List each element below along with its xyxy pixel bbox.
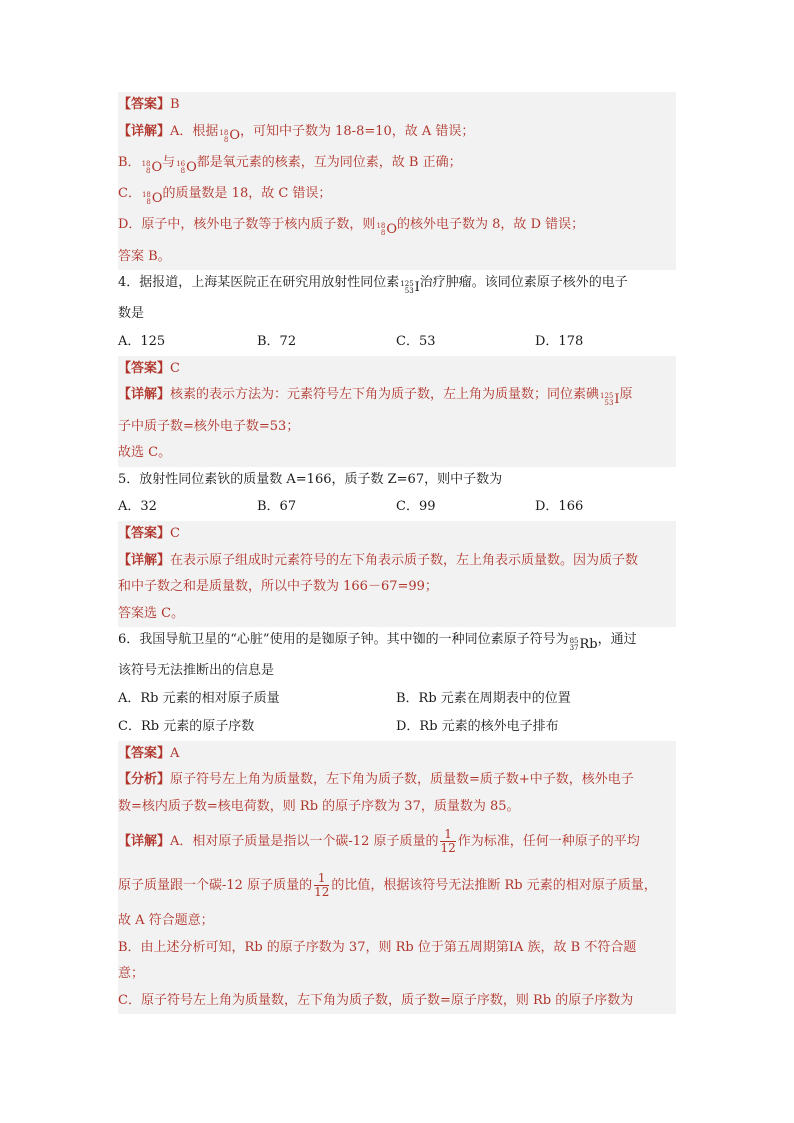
answer-tag: 【答案】: [118, 745, 171, 761]
detail-tag: 【详解】: [118, 834, 171, 850]
atomic-number: 8: [380, 229, 386, 238]
option-b: B．72: [257, 333, 297, 349]
text: 与: [162, 154, 176, 170]
conclusion: 故选 C。: [118, 445, 172, 460]
nuclide-i125: [399, 275, 420, 302]
denominator: 12: [440, 841, 456, 856]
element-symbol: O: [151, 159, 163, 175]
nuclide-o16: [175, 155, 197, 182]
q5-solution-block: [118, 521, 676, 627]
text: A．相对原子质量是指以一个碳-12 原子质量的: [170, 834, 439, 850]
atomic-number: 8: [223, 135, 229, 144]
text: 故 A 符合题意；: [118, 913, 214, 929]
option-c: C．99: [396, 499, 436, 514]
atomic-number: 53: [604, 399, 614, 408]
numerator: 1: [444, 827, 452, 842]
text: 数是: [118, 306, 145, 322]
q5-options: [118, 493, 676, 521]
text: ，通过: [597, 632, 637, 647]
mass-number: 85: [569, 637, 579, 645]
element-symbol: I: [414, 279, 420, 295]
q6-options-row2: [118, 713, 676, 741]
answer-value: C: [170, 526, 180, 541]
text: 该符号无法推断出的信息是: [118, 663, 275, 679]
text: 原子质量跟一个碳-12 原子质量的: [118, 878, 313, 894]
mass-number: 18: [141, 159, 151, 168]
detail-tag: 【详解】: [118, 387, 171, 403]
q3-detail-d: [118, 212, 676, 243]
detail-tag: 【详解】: [118, 123, 171, 139]
option-c: C．Rb 元素的原子序数: [118, 718, 255, 734]
text: 和中子数之和是质量数，所以中子数为 166－67=99；: [118, 579, 438, 594]
answer-value: B: [170, 97, 180, 112]
nuclide-rb85: [569, 632, 598, 659]
nuclide-o18: [141, 155, 163, 182]
option-b: B．Rb 元素在周期表中的位置: [396, 690, 571, 706]
text: 原子符号左上角为质量数，左下角为质子数，质量数=质子数+中子数，核外电子: [170, 772, 634, 788]
text: 的核外电子数为 8，故 D 错误；: [397, 217, 585, 233]
q6-detail-a: [118, 820, 676, 864]
q3-detail-c: [118, 181, 676, 212]
atomic-number: 8: [180, 166, 186, 175]
text: C．: [118, 186, 141, 201]
text: 治疗肿瘤。该同位素原子核外的电子: [419, 275, 628, 290]
page-content: [118, 92, 676, 1014]
answer-value: A: [170, 745, 180, 761]
mass-number: 18: [141, 191, 151, 199]
conclusion: 答案选 C。: [118, 605, 185, 621]
q6-stem: [118, 627, 676, 685]
atomic-number: 8: [146, 166, 151, 175]
fraction-one-twelfth: [440, 828, 455, 855]
text: 的质量数是 18，故 C 错误；: [162, 186, 332, 201]
numerator: 1: [317, 871, 326, 886]
option-a: A．32: [118, 499, 157, 514]
q3-detail-b: [118, 150, 676, 181]
q4-stem: [118, 270, 676, 328]
option-a: A．125: [118, 333, 166, 349]
mass-number: 18: [376, 222, 386, 231]
q3-conclusion: 答案 B。: [118, 248, 171, 264]
element-symbol: O: [386, 222, 398, 237]
atomic-number: 53: [404, 287, 414, 295]
mass-number: 125: [600, 392, 614, 401]
nuclide-o18: [218, 123, 240, 150]
element-symbol: O: [229, 128, 240, 144]
element-symbol: Rb: [579, 636, 598, 652]
mass-number: 16: [176, 159, 186, 168]
element-symbol: I: [614, 392, 620, 407]
denominator: 12: [314, 885, 330, 900]
q4-options: [118, 328, 676, 356]
answer-tag: 【答案】: [118, 97, 171, 112]
fraction-one-twelfth: [314, 872, 329, 899]
element-symbol: O: [186, 159, 197, 175]
q6-solution-block: [118, 741, 676, 1015]
text: 作为标准，任何一种原子的平均: [457, 834, 640, 850]
q6-options-row1: [118, 685, 676, 713]
atomic-number: 8: [146, 198, 151, 206]
option-a: A．Rb 元素的相对原子质量: [118, 690, 280, 706]
text: ，可知中子数为 18-8=10，故 A 错误；: [240, 123, 475, 139]
option-d: D．166: [535, 499, 584, 514]
text: 都是氧元素的核素，互为同位素，故 B 正确；: [196, 154, 462, 170]
text: B．: [118, 154, 141, 170]
atomic-number: 37: [569, 644, 579, 652]
option-d: D．178: [535, 333, 584, 349]
mass-number: 18: [219, 128, 229, 137]
q6-detail-a2: [118, 864, 676, 908]
mass-number: 125: [400, 280, 414, 288]
text: 6．我国导航卫星的“心脏”使用的是铷原子钟。其中铷的一种同位素原子符号为: [118, 632, 569, 647]
text: 4．据报道，上海某医院正在研究用放射性同位素: [118, 275, 400, 290]
text: 数=核内质子数=核电荷数，则 Rb 的原子序数为 37，质量数为 85。: [118, 798, 520, 814]
text: 的比值，根据该符号无法推断 Rb 元素的相对原子质量，: [331, 878, 657, 894]
q3-answer-line: [118, 92, 676, 119]
q4-solution-block: [118, 356, 676, 467]
nuclide-o18: [141, 186, 163, 213]
q5-stem: 5．放射性同位素钬的质量数 A=166，质子数 Z=67，则中子数为: [118, 471, 503, 487]
detail-tag: 【详解】: [118, 552, 171, 568]
answer-tag: 【答案】: [118, 360, 171, 376]
nuclide-o18: [375, 217, 397, 244]
option-c: C．53: [396, 333, 436, 349]
analysis-tag: 【分析】: [118, 772, 171, 788]
text: B．由上述分析可知，Rb 的原子序数为 37，则 Rb 位于第五周期第ⅠA 族，故 B 不符合题: [118, 939, 637, 955]
text: 原: [619, 387, 633, 403]
nuclide-i125: [599, 387, 620, 414]
answer-value: C: [170, 360, 180, 376]
text: C．原子符号左上角为质量数，左下角为质子数，质子数=原子序数，则 Rb 的原子序数为: [118, 992, 634, 1008]
q3-solution-block: [118, 92, 676, 270]
option-b: B．67: [257, 499, 297, 514]
option-d: D．Rb 元素的核外电子排布: [396, 718, 559, 734]
text: 在表示原子组成时元素符号的左下角表示质子数，左上角表示质量数。因为质子数: [170, 552, 639, 568]
text: A．根据: [170, 123, 219, 139]
element-symbol: O: [151, 190, 163, 206]
text: 意；: [118, 966, 145, 982]
q3-detail-a: [118, 119, 676, 150]
text: 核素的表示方法为：元素符号左下角为质子数，左上角为质量数；同位素碘: [170, 387, 600, 403]
text: 子中质子数=核外电子数=53；: [118, 418, 300, 434]
text: D．原子中，核外电子数等于核内质子数，则: [118, 217, 376, 233]
answer-tag: 【答案】: [118, 526, 171, 541]
